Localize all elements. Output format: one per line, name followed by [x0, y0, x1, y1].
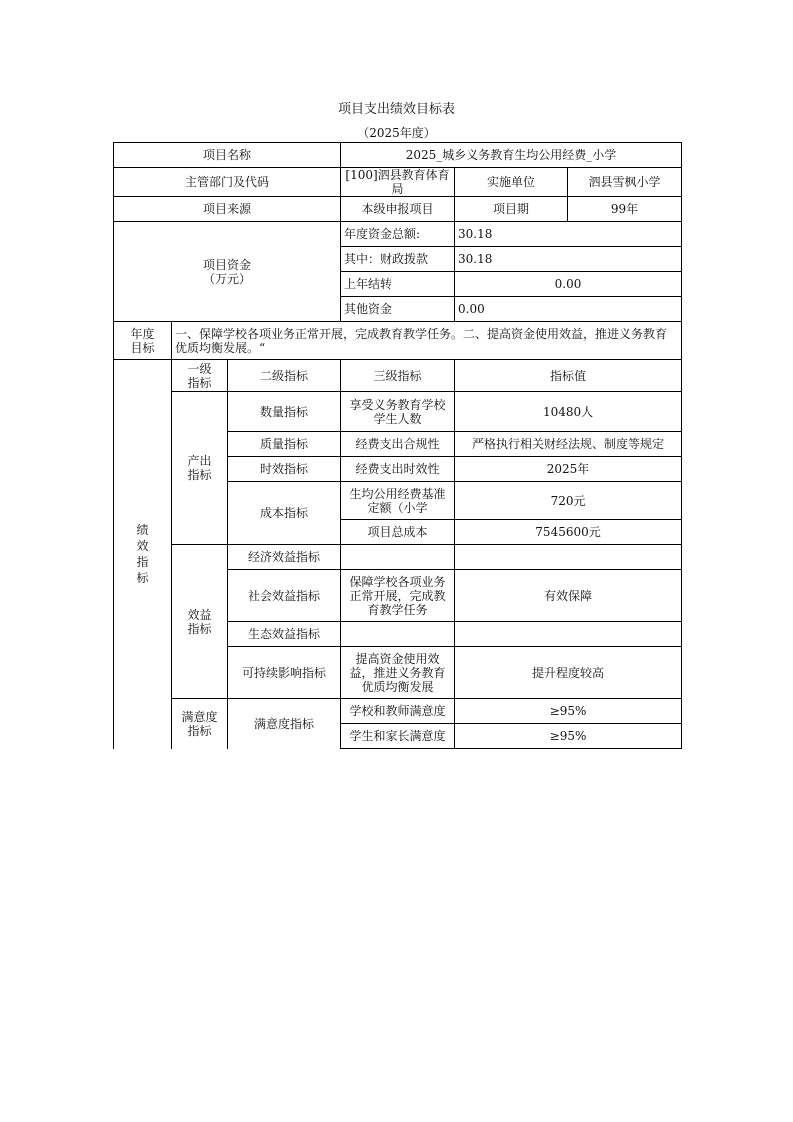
header-value: 指标值 — [455, 360, 682, 392]
sustain-l2: 可持续影响指标 — [228, 647, 341, 699]
annual-goal-label — [114, 322, 172, 360]
period-label: 项目期 — [455, 197, 568, 222]
dept-label: 主管部门及代码 — [114, 168, 341, 197]
funds-label-line2: （万元） — [203, 271, 252, 286]
table-row — [114, 143, 682, 168]
cost-benchmark-value: 720元 — [455, 482, 682, 520]
timeliness-l3: 经费支出时效性 — [341, 457, 455, 482]
output-indicators-label — [172, 392, 228, 545]
cost-total-l3: 项目总成本 — [341, 520, 455, 545]
project-name-label: 项目名称 — [114, 143, 341, 168]
ecological-value — [455, 622, 682, 647]
table-row — [114, 392, 682, 432]
table-row — [114, 222, 682, 247]
source-value: 本级申报项目 — [341, 197, 455, 222]
funds-fiscal-label: 其中：财政拨款 — [341, 247, 455, 272]
table-row — [114, 197, 682, 222]
sustain-l3: 提高资金使用效益，推进义务教育优质均衡发展 — [341, 647, 455, 699]
annual-goal-text: 一、保障学校各项业务正常开展，完成教育教学任务。二、提高资金使用效益，推进义务教育优质均衡发展。“ — [172, 322, 682, 360]
funds-carryover-label: 上年结转 — [341, 272, 455, 297]
funds-label-line1: 项目资金 — [203, 257, 252, 272]
funds-total-label: 年度资金总额: — [341, 222, 455, 247]
dept-value: [100]泗县教育体育局 — [341, 168, 455, 197]
social-l2: 社会效益指标 — [228, 570, 341, 622]
header-level1 — [172, 360, 228, 392]
economic-l2: 经济效益指标 — [228, 545, 341, 570]
funds-label — [114, 222, 341, 322]
funds-fiscal-value: 30.18 — [455, 247, 682, 272]
output-indicators-label-text: 产出指标 — [187, 454, 212, 482]
quality-l2: 质量指标 — [228, 432, 341, 457]
unit-value: 泗县雪枫小学 — [568, 168, 682, 197]
quantity-l2: 数量指标 — [228, 392, 341, 432]
economic-value — [455, 545, 682, 570]
header-level3: 三级指标 — [341, 360, 455, 392]
page-subtitle-year: （2025年度） — [357, 126, 436, 140]
table-row — [114, 699, 682, 724]
satisfaction-l2: 满意度指标 — [228, 699, 341, 749]
satisfaction-parents-value: ≥95% — [455, 724, 682, 749]
social-l3: 保障学校各项业务正常开展，完成教育教学任务 — [341, 570, 455, 622]
benefit-indicators-label-text: 效益指标 — [187, 607, 212, 636]
cost-benchmark-l3: 生均公用经费基准定额（小学 — [341, 482, 455, 520]
table-row — [114, 360, 682, 392]
satisfaction-indicators-label-text: 满意度指标 — [181, 709, 218, 738]
ecological-l3 — [341, 622, 455, 647]
satisfaction-teachers-value: ≥95% — [455, 699, 682, 724]
cost-total-value: 7545600元 — [455, 520, 682, 545]
source-label: 项目来源 — [114, 197, 341, 222]
satisfaction-teachers-l3: 学校和教师满意度 — [341, 699, 455, 724]
timeliness-l2: 时效指标 — [228, 457, 341, 482]
project-name-value: 2025_城乡义务教育生均公用经费_小学 — [341, 143, 682, 168]
table-row — [114, 322, 682, 360]
funds-total-value: 30.18 — [455, 222, 682, 247]
satisfaction-indicators-label — [172, 699, 228, 749]
sustain-value: 提升程度较高 — [455, 647, 682, 699]
benefit-indicators-label — [172, 545, 228, 699]
table-row — [114, 545, 682, 570]
quantity-value: 10480人 — [455, 392, 682, 432]
header-level2: 二级指标 — [228, 360, 341, 392]
cost-l2: 成本指标 — [228, 482, 341, 545]
quantity-l3: 享受义务教育学校学生人数 — [341, 392, 455, 432]
unit-label: 实施单位 — [455, 168, 568, 197]
header-level1-text: 一级指标 — [187, 361, 212, 390]
period-value: 99年 — [568, 197, 682, 222]
page-title: 项目支出绩效目标表 — [337, 102, 455, 117]
table-row — [114, 168, 682, 197]
quality-value: 严格执行相关财经法规、制度等规定 — [455, 432, 682, 457]
annual-goal-label-text: 年度目标 — [130, 326, 155, 355]
quality-l3: 经费支出合规性 — [341, 432, 455, 457]
perf-indicators-label — [114, 360, 172, 749]
perf-indicators-label-text: 绩效指标 — [136, 523, 149, 586]
performance-target-table — [113, 142, 682, 749]
timeliness-value: 2025年 — [455, 457, 682, 482]
ecological-l2: 生态效益指标 — [228, 622, 341, 647]
economic-l3 — [341, 545, 455, 570]
funds-other-label: 其他资金 — [341, 297, 455, 322]
social-value: 有效保障 — [455, 570, 682, 622]
funds-other-value: 0.00 — [455, 297, 682, 322]
funds-carryover-value: 0.00 — [455, 272, 682, 297]
satisfaction-parents-l3: 学生和家长满意度 — [341, 724, 455, 749]
